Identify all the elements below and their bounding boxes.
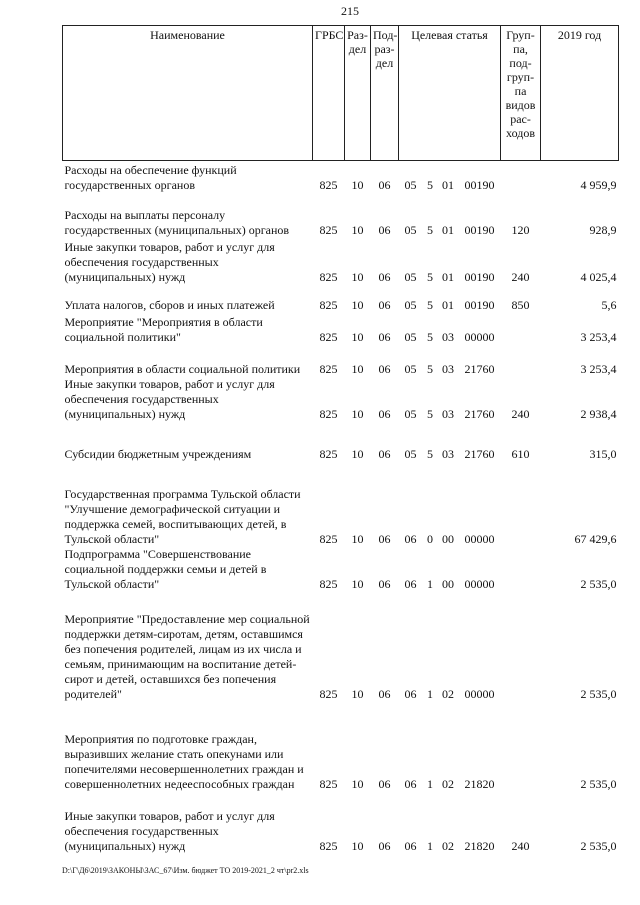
- cell-t3: 03: [442, 329, 454, 344]
- cell-vr: [501, 161, 541, 193]
- header-podrazdel: Под- раз- дел: [371, 26, 399, 161]
- cell-sum: 4 959,9: [580, 177, 617, 192]
- cell-t3: 01: [442, 177, 454, 192]
- cell-t2: 5: [427, 329, 433, 344]
- cell-t1: 06: [404, 576, 417, 591]
- cell-vr: 120: [511, 222, 530, 237]
- cell-vr: [501, 345, 541, 377]
- cell-pr: 06: [378, 329, 391, 344]
- cell-rz: 10: [351, 838, 364, 853]
- table-row: [63, 547, 619, 592]
- cell-name: Иные закупки товаров, работ и услуг для обеспечения государственных (муниципальных) нужд: [64, 808, 275, 853]
- cell-name: Мероприятия в области социальной политики: [64, 361, 301, 376]
- cell-pr: 06: [378, 406, 391, 421]
- cell-t2: 5: [427, 406, 433, 421]
- cell-vr: [501, 313, 541, 345]
- cell-t2: 5: [427, 177, 433, 192]
- cell-rz: 10: [351, 531, 364, 546]
- cell-sum: 2 535,0: [580, 576, 617, 591]
- cell-grbs: 825: [319, 446, 338, 461]
- cell-grbs: 825: [319, 177, 338, 192]
- cell-t4: 21760: [464, 406, 495, 421]
- cell-pr: 06: [378, 177, 391, 192]
- cell-rz: 10: [351, 686, 364, 701]
- header-razdel: Раз- дел: [345, 26, 371, 161]
- cell-sum: 5,6: [601, 297, 617, 312]
- cell-grbs: 825: [319, 576, 338, 591]
- cell-t4: 00000: [464, 329, 495, 344]
- table-row: [63, 238, 619, 285]
- cell-t2: 5: [427, 222, 433, 237]
- cell-name: Мероприятие "Предоставление мер социальной поддержки детям-сиротам, детям, оставшимся без попечения родителей, лицам из их числа и семьям, принимающим на воспитание детей-сирот и детей, оставшихся без попечения родителей": [64, 611, 310, 701]
- cell-t3: 03: [442, 361, 454, 376]
- table-row: [63, 462, 619, 547]
- table-row: [63, 193, 619, 238]
- cell-t3: 02: [442, 838, 454, 853]
- cell-pr: 06: [378, 531, 391, 546]
- cell-t2: 5: [427, 361, 433, 376]
- cell-t4: 21760: [464, 446, 495, 461]
- cell-t3: 01: [442, 297, 454, 312]
- cell-name: Мероприятия по подготовке граждан, выразивших желание стать опекунами или попечителями несовершеннолетних граждан и совершеннолетних недееспособных граждан: [64, 731, 304, 791]
- cell-rz: 10: [351, 576, 364, 591]
- cell-name: Иные закупки товаров, работ и услуг для обеспечения государственных (муниципальных) нужд: [64, 376, 275, 421]
- table-row: [63, 313, 619, 345]
- cell-t1: 05: [404, 406, 417, 421]
- table-row: [63, 285, 619, 313]
- cell-pr: 06: [378, 361, 391, 376]
- cell-t1: 05: [404, 446, 417, 461]
- cell-sum: 4 025,4: [580, 269, 617, 284]
- cell-name: Уплата налогов, сборов и иных платежей: [64, 297, 275, 312]
- cell-t4: 00000: [464, 576, 495, 591]
- cell-name: Подпрограмма "Совершенствование социальной поддержки семьи и детей в Тульской области": [64, 546, 267, 591]
- header-grbs: ГРБС: [313, 26, 345, 161]
- cell-pr: 06: [378, 576, 391, 591]
- cell-pr: 06: [378, 686, 391, 701]
- cell-pr: 06: [378, 222, 391, 237]
- header-target: Целевая статья: [399, 26, 501, 161]
- cell-rz: 10: [351, 406, 364, 421]
- cell-pr: 06: [378, 446, 391, 461]
- cell-sum: 2 535,0: [580, 686, 617, 701]
- cell-vr: [501, 462, 541, 547]
- cell-grbs: 825: [319, 297, 338, 312]
- cell-vr: [501, 592, 541, 702]
- cell-grbs: 825: [319, 361, 338, 376]
- cell-t3: 02: [442, 686, 454, 701]
- cell-t4: 00000: [464, 531, 495, 546]
- cell-sum: 3 253,4: [580, 329, 617, 344]
- cell-sum: 315,0: [589, 446, 617, 461]
- cell-t1: 05: [404, 297, 417, 312]
- cell-vr: 240: [511, 269, 530, 284]
- cell-rz: 10: [351, 446, 364, 461]
- cell-t2: 1: [427, 576, 433, 591]
- cell-name: Государственная программа Тульской области "Улучшение демографической ситуации и поддержка семей, воспитывающих детей, в Тульской области": [64, 486, 301, 546]
- cell-rz: 10: [351, 177, 364, 192]
- cell-grbs: 825: [319, 406, 338, 421]
- cell-rz: 10: [351, 361, 364, 376]
- cell-sum: 2 535,0: [580, 776, 617, 791]
- cell-t2: 5: [427, 297, 433, 312]
- cell-grbs: 825: [319, 776, 338, 791]
- cell-t3: 01: [442, 222, 454, 237]
- cell-t2: 1: [427, 838, 433, 853]
- cell-vr: 610: [511, 446, 530, 461]
- cell-t2: 1: [427, 776, 433, 791]
- cell-vr: [501, 702, 541, 792]
- cell-rz: 10: [351, 269, 364, 284]
- cell-sum: 2 535,0: [580, 838, 617, 853]
- cell-t4: 21760: [464, 361, 495, 376]
- cell-t2: 0: [427, 531, 433, 546]
- cell-t1: 05: [404, 222, 417, 237]
- page-number: 215: [341, 4, 359, 18]
- header-group: Груп- па, под- груп- па видов рас- ходов: [501, 26, 541, 161]
- budget-table: [62, 25, 619, 854]
- cell-rz: 10: [351, 329, 364, 344]
- cell-t3: 01: [442, 269, 454, 284]
- cell-t1: 05: [404, 361, 417, 376]
- table-header: [63, 26, 619, 161]
- cell-rz: 10: [351, 776, 364, 791]
- cell-name: Субсидии бюджетным учреждениям: [64, 446, 252, 461]
- header-year: 2019 год: [541, 26, 619, 161]
- table-row: [63, 345, 619, 377]
- table-row: [63, 792, 619, 854]
- cell-vr: [501, 547, 541, 592]
- cell-grbs: 825: [319, 838, 338, 853]
- cell-grbs: 825: [319, 269, 338, 284]
- cell-t3: 02: [442, 776, 454, 791]
- cell-t4: 00190: [464, 269, 495, 284]
- cell-vr: 240: [511, 838, 530, 853]
- cell-sum: 67 429,6: [574, 531, 617, 546]
- table-row: [63, 422, 619, 462]
- cell-rz: 10: [351, 297, 364, 312]
- cell-rz: 10: [351, 222, 364, 237]
- cell-t1: 05: [404, 177, 417, 192]
- cell-name: Расходы на выплаты персоналу государственных (муниципальных) органов: [64, 207, 290, 237]
- cell-sum: 928,9: [589, 222, 617, 237]
- file-path-footer: D:\Г\Д6\2019\ЗАКОНЫ\ЗАС_67\Изм. бюджет ТО 2019-2021_2 чт\pr2.xls: [62, 866, 309, 875]
- cell-grbs: 825: [319, 531, 338, 546]
- cell-t3: 03: [442, 446, 454, 461]
- cell-t4: 21820: [464, 838, 495, 853]
- cell-sum: 2 938,4: [580, 406, 617, 421]
- cell-t1: 06: [404, 686, 417, 701]
- table-body: [63, 161, 619, 854]
- cell-t4: 00000: [464, 686, 495, 701]
- cell-t1: 06: [404, 531, 417, 546]
- cell-t3: 00: [442, 531, 454, 546]
- cell-grbs: 825: [319, 329, 338, 344]
- header-name: Наименование: [63, 26, 313, 161]
- cell-name: Иные закупки товаров, работ и услуг для обеспечения государственных (муниципальных) нужд: [64, 239, 275, 284]
- cell-t2: 1: [427, 686, 433, 701]
- cell-grbs: 825: [319, 222, 338, 237]
- table-row: [63, 161, 619, 193]
- cell-name: Мероприятие "Мероприятия в области социальной политики": [64, 314, 263, 344]
- table-row: [63, 377, 619, 422]
- cell-t4: 00190: [464, 297, 495, 312]
- cell-t3: 03: [442, 406, 454, 421]
- cell-pr: 06: [378, 776, 391, 791]
- cell-pr: 06: [378, 297, 391, 312]
- cell-pr: 06: [378, 838, 391, 853]
- cell-grbs: 825: [319, 686, 338, 701]
- cell-t1: 05: [404, 329, 417, 344]
- cell-t2: 5: [427, 269, 433, 284]
- cell-t1: 06: [404, 776, 417, 791]
- cell-t1: 06: [404, 838, 417, 853]
- cell-vr: 850: [511, 297, 530, 312]
- cell-t4: 21820: [464, 776, 495, 791]
- table-row: [63, 702, 619, 792]
- cell-t4: 00190: [464, 177, 495, 192]
- cell-sum: 3 253,4: [580, 361, 617, 376]
- cell-t1: 05: [404, 269, 417, 284]
- cell-t4: 00190: [464, 222, 495, 237]
- cell-pr: 06: [378, 269, 391, 284]
- cell-t3: 00: [442, 576, 454, 591]
- table-row: [63, 592, 619, 702]
- cell-t2: 5: [427, 446, 433, 461]
- cell-vr: 240: [511, 406, 530, 421]
- cell-name: Расходы на обеспечение функций государственных органов: [64, 162, 237, 192]
